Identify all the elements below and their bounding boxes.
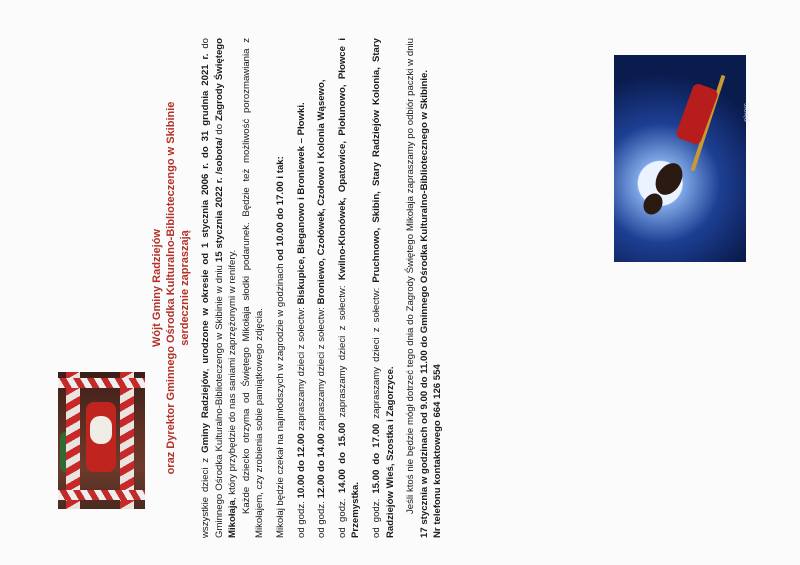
candy-cane-pillar bbox=[66, 372, 80, 509]
closing-paragraph: Jeśli ktoś nie będzie mógł dotrzeć tego dnia do Zagrody Świętego Mikołaja zapraszamy po odbiór paczki w dniu 17 stycznia w godzinach od 9.00 do 11.00 do Gminnego Ośrodka Kulturalno-Bibliotecznego w Skibinie. bbox=[405, 38, 430, 538]
candy-cane-pillar bbox=[120, 372, 134, 509]
santa-photo bbox=[58, 372, 145, 509]
invitation-text bbox=[150, 38, 590, 538]
contact-phone: Nr telefonu kontaktowego 664 126 554 bbox=[432, 364, 444, 538]
schedule-slot: od godz. 14.00 do 15.00 zapraszamy dzieci z sołectw: Kwilno-Klonówek, Opatowice, Piołunowo, Płowce i Przemystka. bbox=[336, 38, 362, 538]
schedule-slot: od godz. 10.00 do 12.00 zapraszamy dzieci z sołectw: Biskupice, Bieganowo i Broniewek – Płowki. bbox=[295, 102, 307, 538]
title-line-2: oraz Dyrektor Gminnego Ośrodka Kulturalno-Biblioteczengo w Skibinie bbox=[165, 101, 177, 475]
watermark-text: pixers bbox=[744, 103, 751, 122]
candy-cane-bar bbox=[58, 378, 145, 388]
title-line-3: serdecznie zapraszają bbox=[179, 230, 191, 346]
santa-beard bbox=[90, 416, 112, 444]
schedule-slot: od godz. 12.00 do 14.00 zapraszamy dzieci z sołectw: Broniewo, Czołówek, Czołowo i Kolonia Wąsewo, bbox=[316, 79, 328, 538]
gift-paragraph: Każde dziecko otrzyma od Świętego Mikołaja słodki podarunek. Będzie też możliwość porozmawiania z Mikołajem, czy zrobienia sobie pamiątkowego zdjęcia. bbox=[240, 38, 266, 538]
intro-paragraph: wszystkie dzieci z Gminy Radziejów, urodzone w okresie od 1 stycznia 2006 r. do 31 grudnia 2021 r. do Gminnego Ośrodka Kulturalno-Biblioteczengo w Skibinie w dniu 15 stycznia 2022 r. /sobota/ do Zagrody Świętego Mikołaja, który przybędzie do nas saniami zaprzężonymi w renifery. bbox=[200, 37, 239, 538]
santa-sleigh-photo bbox=[614, 55, 751, 262]
title-line-1: Wójt Gminy Radziejów bbox=[151, 229, 163, 347]
schedule-slot: od godz. 15.00 do 17.00 zapraszamy dzieci z sołectw: Pruchnowo, Skibin, Stary Radziejów Kolonia, Stary Radziejów Wieś, Szostka i Zagorzyce. bbox=[370, 38, 396, 538]
candy-cane-bar bbox=[58, 490, 145, 500]
schedule-intro: Mikołaj będzie czekał na najmłodszych w zagrodzie w godzinach od 10.00 do 17.00 i tak: bbox=[274, 156, 286, 538]
